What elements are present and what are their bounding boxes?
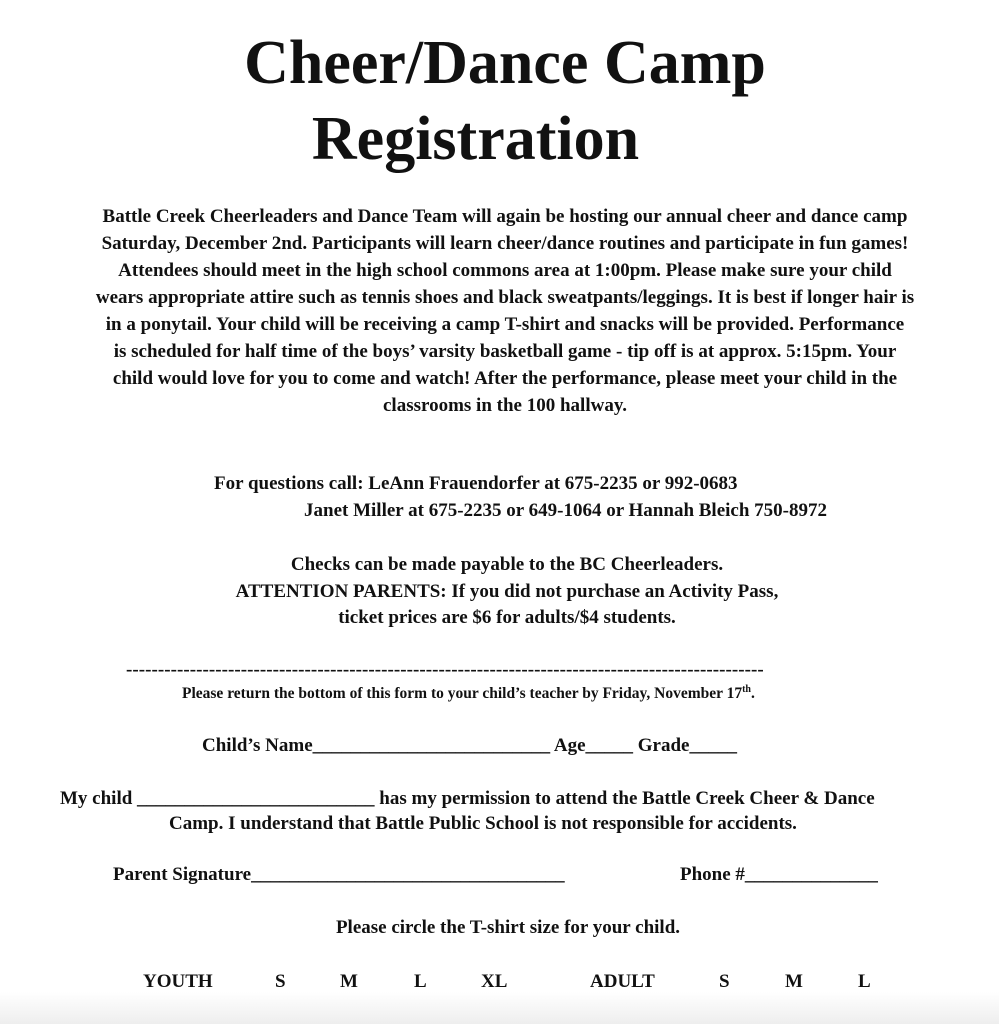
intro-line: wears appropriate attire such as tennis shoes and black sweatpants/leggings. It is best if longer hair is xyxy=(95,287,915,308)
adult-size-l: L xyxy=(858,971,871,992)
phone-field: Phone #______________ xyxy=(680,864,878,885)
page-title-line-2: Registration xyxy=(311,105,640,173)
page-title-line-1: Cheer/Dance Camp xyxy=(244,29,766,97)
youth-size-s: S xyxy=(275,971,286,992)
payment-line-1: Checks can be made payable to the BC Cheerleaders. xyxy=(290,554,724,575)
return-note-suffix: th xyxy=(742,683,751,695)
permission-line-2: Camp. I understand that Battle Public School is not responsible for accidents. xyxy=(169,813,797,834)
youth-size-xl: XL xyxy=(481,971,508,992)
intro-line: classrooms in the 100 hallway. xyxy=(382,395,628,416)
page-bottom-shadow xyxy=(0,992,999,1024)
return-note-text: Please return the bottom of this form to your child’s teacher by Friday, November 17 xyxy=(182,685,743,702)
intro-line: Saturday, December 2nd. Participants will learn cheer/dance routines and participate in fun games! xyxy=(101,233,909,254)
intro-paragraph xyxy=(40,203,970,419)
payment-attention-line: ATTENTION PARENTS: If you did not purchase an Activity Pass, xyxy=(235,581,779,602)
intro-line: is scheduled for half time of the boys’ varsity basketball game - tip off is at approx. 5:15pm. Your xyxy=(113,341,897,362)
payment-ticket-prices: ticket prices are $6 for adults/$4 students. xyxy=(338,607,676,628)
contact-line-1: For questions call: LeAnn Frauendorfer at 675-2235 or 992-0683 xyxy=(214,473,738,494)
adult-size-s: S xyxy=(719,971,730,992)
youth-size-l: L xyxy=(414,971,427,992)
tshirt-instruction: Please circle the T-shirt size for your child. xyxy=(335,917,681,938)
child-name-field: Child’s Name_________________________ Age_____ Grade_____ xyxy=(202,735,737,756)
adult-label: ADULT xyxy=(590,971,655,992)
adult-size-m: M xyxy=(785,971,803,992)
intro-line: in a ponytail. Your child will be receiving a camp T-shirt and snacks will be provided. Performance xyxy=(105,314,905,335)
return-note xyxy=(182,684,755,704)
return-note-end: . xyxy=(751,685,755,702)
intro-line: Battle Creek Cheerleaders and Dance Team will again be hosting our annual cheer and dance camp xyxy=(102,206,908,227)
permission-line-1: My child _________________________ has my permission to attend the Battle Creek Cheer & Dance xyxy=(60,788,875,809)
contact-line-2: Janet Miller at 675-2235 or 649-1064 or Hannah Bleich 750-8972 xyxy=(304,500,828,521)
youth-label: YOUTH xyxy=(143,971,213,992)
cut-line: ---------------------------------------------------------------------------------------------------- xyxy=(126,659,764,680)
intro-line: Attendees should meet in the high school commons area at 1:00pm. Please make sure your child xyxy=(118,260,892,281)
intro-line: child would love for you to come and watch! After the performance, please meet your child in the xyxy=(112,368,898,389)
parent-signature-field: Parent Signature_________________________________ xyxy=(113,864,565,885)
youth-size-m: M xyxy=(340,971,358,992)
